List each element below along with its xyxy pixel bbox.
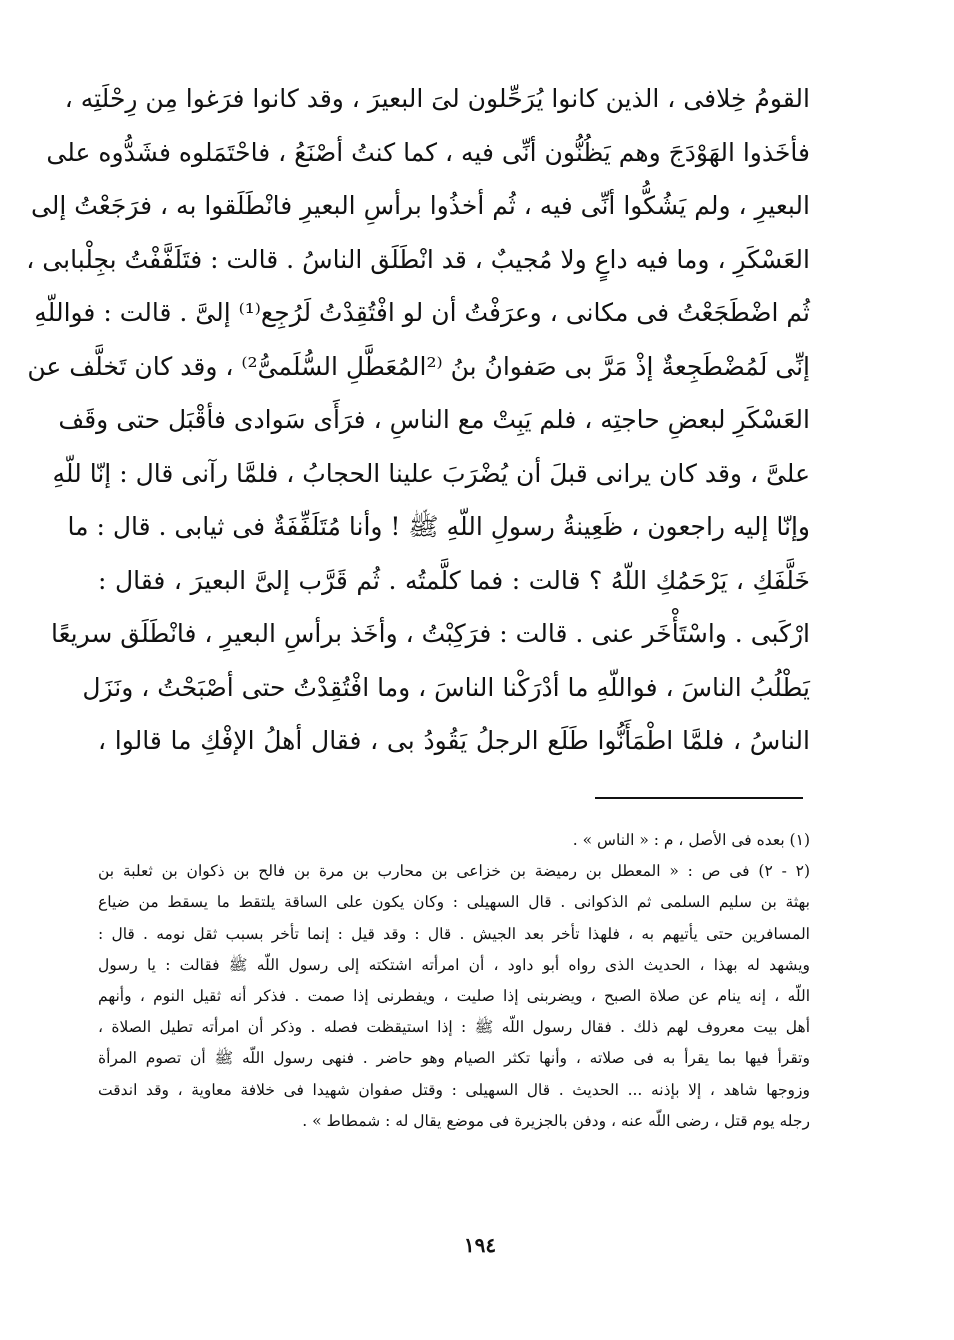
text-line: علىَّ ، وقد كان يرانى قبلَ أن يُضْرَبَ علينا الحجابُ ، فلمَّا رآنى قال : إنّا للّهِ <box>52 458 810 488</box>
footnote-line: أهل بيت معروف لهم ذلك . فقال رسول اللّه ﷺ : إذا استيقظت فصله . وذكر أن امرأته تطيل الصلاة ، <box>98 1018 810 1037</box>
footnote-separator <box>595 797 803 799</box>
text-line: خَلَّفَكِ ، يَرْحَمُكِ اللّهُ ؟ قالت : فما كلَّمتُه . ثُم قَرَّب إلىَّ البعيرَ ، فقال : <box>98 565 810 595</box>
footnote-line: (٢ - ٢) فى ص : « المعطل بن رميضة بن خزاعى بن محارب بن مرة بن فالح بن ذكوان بن ثعلبة بن <box>98 862 811 881</box>
text-line: القومُ خِلافى ، الذين كانوا يُرَحِّلون لىَ البعيرَ ، وقد كانوا فرَغوا مِن رِحْلَتِه ، <box>64 84 810 113</box>
text-line: البعيرِ ، ولم يَشُكُّوا أنِّى فيه ، ثُم أخذُوا برأسِ البعيرِ فانْطَلَقوا به ، فرَجَعْتُ إلى <box>30 191 810 220</box>
text-line: ثُم اضْطَجَعْتُ فى مكانى ، وعرَفْتُ أن لو افْتُقِدْتُ لَرُجِع⁽¹⁾ إلىَّ . قالت : فواللّهِ <box>34 298 810 327</box>
footnote-line: بهثة بن سليم السلمى ثم الذكوانى . قال السهيلى : وكان يكون على الساقة يلتقط ما يسقط من ضياع <box>98 893 810 912</box>
footnote-line: رجله يوم قتل ، رضى اللّه عنه ، ودفن بالجزيرة فى موضع يقال له : شمطاط » . <box>302 1111 810 1130</box>
text-line: يَطْلُبُ الناسَ ، فواللّهِ ما أدْرَكْنا الناسَ ، وما افْتُقِدْتُ حتى أصْبَحْتُ ، ونَزَل <box>82 672 810 702</box>
footnote-line: (١) بعده فى الأصل ، م : « الناس » . <box>572 831 810 849</box>
footnote-line: المسافرين حتى يأتيهم به ، فلهذا تأخر بعد الجيش . قال : وقد قيل : إنما تأخر بسبب ثقل نومه . قال : <box>98 924 810 943</box>
text-line: ارْكَبى . واسْتَأْخَر عنى . قالت : فرَكِبْتُ ، وأخَذ برأسِ البعيرِ ، فانْطَلَق سريعًا <box>50 619 810 648</box>
text-line: العَسْكَرِ لبعضِ حاجتِه ، فلم يَبِتْ مع الناسِ ، فرَأَى سَوادى فأقْبَل حتى وقَف <box>58 405 810 434</box>
text-line: وإنّا إليه راجعون ، ظَعِينةُ رسولِ اللّهِ ﷺ ! وأنا مُتَلَفِّفَةٌ فى ثيابى . قال : ما <box>67 512 810 541</box>
footnote-line: وتقرأ فيها بما يقرأ به فى صلاته ، وأنها تكثر الصيام وهو حاضر . فنهى رسول اللّه ﷺ أن تصوم المرأة <box>98 1049 810 1068</box>
footnotes <box>98 825 810 1137</box>
text-line: فأخَذوا الهَوْدَجَ وهم يَظُنُّون أنِّى فيه ، كما كنتُ أصْنَعُ ، فاحْتَمَلوه فشَدُّوه على <box>46 137 810 167</box>
footnote-line: ويشهد له بهذا ، الحديث الذى رواه أبو داود ، أن امرأته اشتكته إلى رسول اللّه ﷺ فقالت : يا رسول <box>98 955 810 974</box>
footnote-line: اللّه ، إنه ينام عن صلاة الصبح ، ويضربنى إذا صليت ، ويفطرنى إذا صمت . فذكر أنه ثقيل النوم ، وأنهم <box>98 986 810 1005</box>
text-line: الناسُ ، فلمَّا اطْمَأَنُّوا طَلَع الرجلُ يَقُودُ بى ، فقال أهلُ الإفْكِ ما قالوا ، <box>98 726 810 755</box>
page-number: ١٩٤ <box>463 1233 497 1257</box>
text-line: العَسْكَرِ ، وما فيه داعٍ ولا مُجيبٌ ، قد انْطَلَق الناسُ . قالت : فتَلَفَّفْتُ بجِلْبابى ، <box>26 244 810 274</box>
text-line: إنِّى لَمُضْطَجِعةٌ إذْ مَرَّ بى صَفوانُ بنُ ⁽²المُعَطَّلِ السُّلَمىُّ²⁾ ، وقد كان تَخلَّف عن <box>27 351 810 381</box>
footnote-line: وزوجها شاهد ، إلا بإذنه ... الحديث . قال السهيلى : وقتل صفوان شهيدا فى خلافة معاوية ، وقد اندقت <box>98 1080 810 1099</box>
main-text-body <box>26 72 810 768</box>
